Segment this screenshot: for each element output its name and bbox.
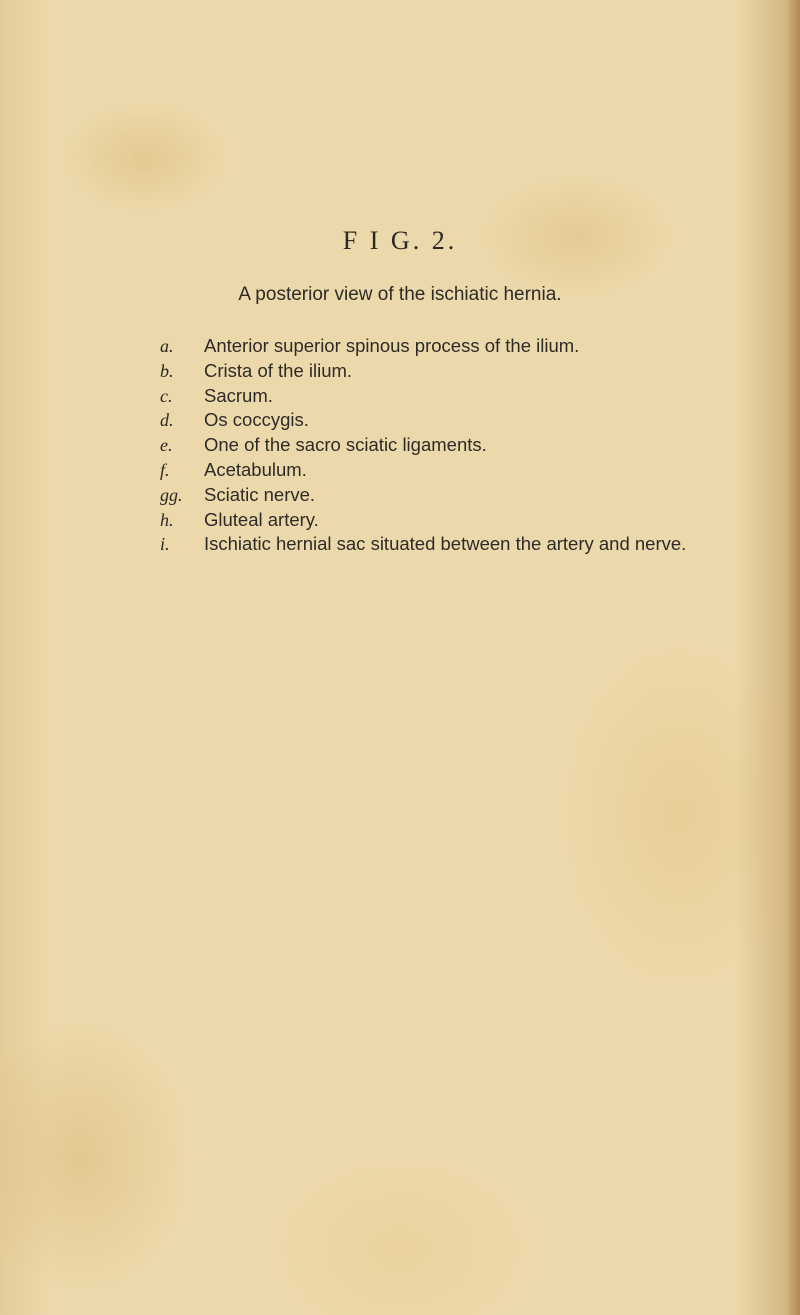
show-through-texture (200, 590, 620, 621)
legend-item-i (160, 532, 686, 557)
legend-item-f (160, 458, 686, 483)
page-edge-shadow (786, 0, 800, 1315)
legend-key: gg. (160, 484, 183, 505)
legend-key: b. (160, 360, 174, 381)
legend-key: h. (160, 509, 174, 530)
legend-item-b (160, 359, 686, 384)
legend-text: Crista of the ilium. (204, 359, 353, 381)
legend-text: Sacrum. (204, 384, 273, 406)
figure-title: F I G. 2. (342, 226, 458, 255)
legend-item-h (160, 508, 686, 533)
legend-item-a (160, 334, 686, 359)
figure-legend (160, 334, 686, 557)
legend-text: Gluteal artery. (204, 508, 319, 530)
legend-key: i. (160, 534, 170, 555)
legend-key: d. (160, 410, 174, 431)
legend-item-gg (160, 483, 686, 508)
legend-key: a. (160, 336, 174, 356)
legend-item-d (160, 408, 686, 433)
legend-key: c. (160, 385, 173, 406)
figure-caption: A posterior view of the ischiatic hernia. (238, 284, 562, 305)
legend-text: Ischiatic hernial sac situated between the artery and nerve. (204, 533, 687, 555)
legend-key: f. (160, 459, 170, 480)
legend-item-c (160, 384, 686, 409)
legend-text: Os coccygis. (204, 409, 309, 431)
legend-text: Anterior superior spinous process of the ilium. (204, 335, 580, 356)
legend-item-e (160, 433, 686, 458)
legend-text: One of the sacro sciatic ligaments. (204, 434, 487, 456)
legend-text: Sciatic nerve. (204, 483, 316, 505)
legend-text: Acetabulum. (204, 458, 307, 480)
legend-key: e. (160, 435, 173, 456)
